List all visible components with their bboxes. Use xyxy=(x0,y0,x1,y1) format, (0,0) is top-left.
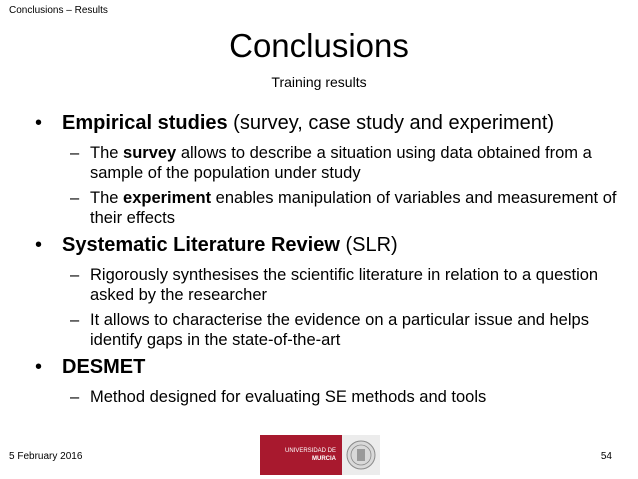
sub-bullet-item xyxy=(35,387,625,407)
sub-bold: experiment xyxy=(123,189,212,207)
bullet-mark: • xyxy=(35,234,43,256)
sub-text: Rigorously synthesises the scientific literature in relation to a question asked by the researcher xyxy=(90,266,599,304)
sub-bullet-item xyxy=(35,143,625,183)
logo-line2: MURCIA xyxy=(312,456,336,462)
footer-date: 5 February 2016 xyxy=(9,451,83,462)
slide-subtitle: Training results xyxy=(271,74,367,90)
bullet-mark: • xyxy=(35,356,43,378)
bullet-list xyxy=(35,111,625,412)
bullet-bold: Systematic Literature Review xyxy=(62,234,340,256)
sub-bullet-mark: – xyxy=(70,388,80,406)
bullet-text: (survey, case study and experiment) xyxy=(227,112,555,134)
sub-bullet-item xyxy=(35,188,625,228)
bullet-mark: • xyxy=(35,112,43,134)
sub-text: The xyxy=(90,189,124,207)
sub-bullet-item xyxy=(35,310,625,350)
bullet-item xyxy=(35,355,625,379)
bullet-item xyxy=(35,111,625,135)
sub-text: Method designed for evaluating SE methods and tools xyxy=(90,388,487,406)
section-header: Conclusions – Results xyxy=(9,5,108,16)
sub-bullet-mark: – xyxy=(70,266,80,284)
bullet-bold: DESMET xyxy=(62,356,146,378)
logo-banner xyxy=(260,435,342,475)
sub-text: enables manipulation of variables and measurement of their effects xyxy=(90,189,617,227)
sub-bold: survey xyxy=(123,144,177,162)
bullet-item xyxy=(35,233,625,257)
sub-text: allows to describe a situation using data obtained from a sample of the population under study xyxy=(90,144,592,182)
bullet-text: (SLR) xyxy=(339,234,398,256)
sub-bullet-mark: – xyxy=(70,144,80,162)
sub-text: It allows to characterise the evidence on a particular issue and helps identify gaps in the state-of-the-art xyxy=(90,311,589,349)
university-logo xyxy=(260,435,380,475)
sub-bullet-mark: – xyxy=(70,311,80,329)
slide-title: Conclusions xyxy=(229,27,409,64)
sub-bullet-mark: – xyxy=(70,189,80,207)
bullet-bold: Empirical studies xyxy=(62,112,228,134)
university-seal-icon xyxy=(342,435,380,475)
logo-line1: UNIVERSIDAD DE xyxy=(284,448,336,454)
page-number: 54 xyxy=(600,451,612,462)
sub-text: The xyxy=(90,144,124,162)
sub-bullet-item xyxy=(35,265,625,305)
